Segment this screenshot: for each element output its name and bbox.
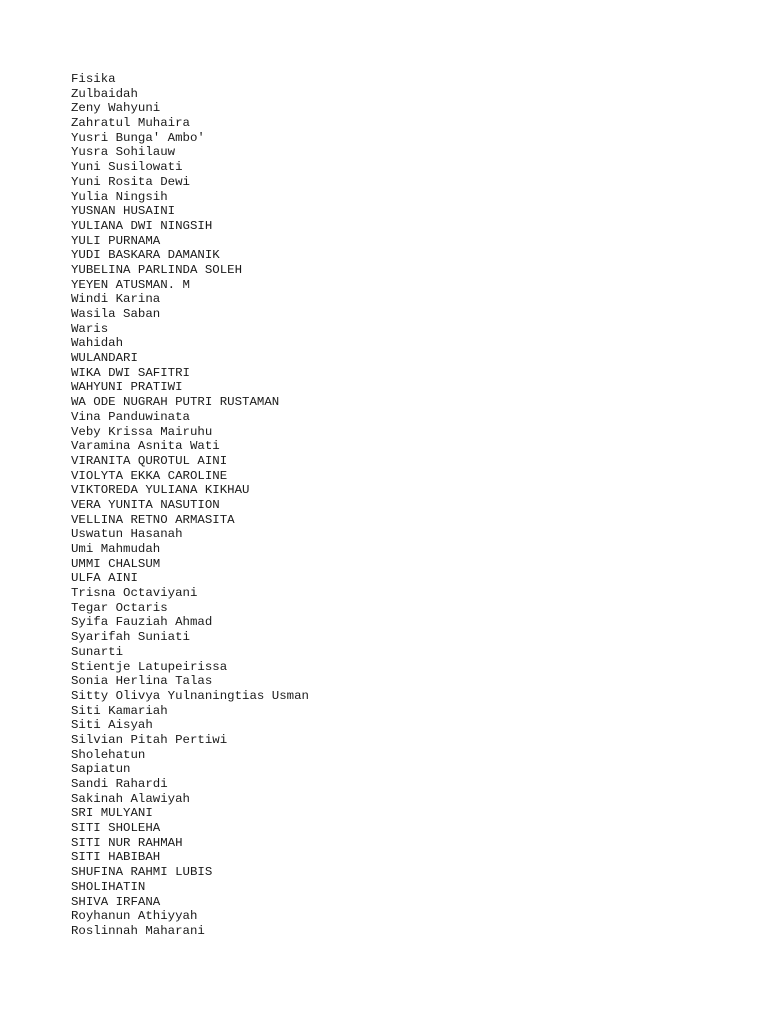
list-item: YEYEN ATUSMAN. M	[71, 277, 190, 292]
list-item: SHIVA IRFANA	[71, 894, 161, 909]
list-item: Yusri Bunga' Ambo'	[71, 130, 205, 145]
list-item: WULANDARI	[71, 351, 138, 366]
list-item: Sholehatun	[71, 747, 146, 762]
list-item: Sunarti	[71, 644, 124, 659]
list-item: SHOLIHATIN	[71, 879, 146, 894]
list-heading: Fisika	[71, 72, 116, 86]
list-item: Tegar Octaris	[71, 600, 168, 615]
list-item: YUBELINA PARLINDA SOLEH	[71, 262, 243, 277]
list-item: Wahidah	[71, 336, 124, 351]
list-item: Waris	[71, 321, 109, 336]
list-item: YUSNAN HUSAINI	[71, 204, 176, 219]
list-item: Yusra Sohilauw	[71, 145, 176, 160]
list-item: SRI MULYANI	[71, 806, 153, 821]
list-item: ULFA AINI	[71, 571, 138, 586]
list-item: SHUFINA RAHMI LUBIS	[71, 865, 213, 880]
list-item: VIRANITA QUROTUL AINI	[71, 453, 228, 468]
list-item: Wasila Saban	[71, 307, 161, 321]
list-item: Zahratul Muhaira	[71, 116, 190, 131]
list-item: Silvian Pitah Pertiwi	[71, 732, 228, 747]
list-item: SITI SHOLEHA	[71, 821, 161, 836]
document-page	[71, 72, 751, 939]
list-item: Stientje Latupeirissa	[71, 659, 228, 674]
list-item: YUDI BASKARA DAMANIK	[71, 248, 220, 263]
list-item: Siti Kamariah	[71, 703, 168, 718]
list-item: Royhanun Athiyyah	[71, 909, 198, 924]
list-item: Syarifah Suniati	[71, 630, 190, 645]
name-list	[71, 72, 751, 939]
list-item: WA ODE NUGRAH PUTRI RUSTAMAN	[71, 395, 280, 410]
list-item: VELLINA RETNO ARMASITA	[71, 512, 235, 527]
list-item: Zeny Wahyuni	[71, 101, 161, 116]
list-item: Varamina Asnita Wati	[71, 439, 220, 454]
list-item: Veby Krissa Mairuhu	[71, 424, 213, 439]
list-item: YULI PURNAMA	[71, 233, 161, 248]
list-item: Windi Karina	[71, 292, 161, 307]
list-item: Roslinnah Maharani	[71, 923, 205, 938]
list-item: Siti Aisyah	[71, 718, 153, 733]
list-item: SITI HABIBAH	[71, 850, 161, 865]
list-item: Sonia Herlina Talas	[71, 674, 213, 689]
list-item: Sakinah Alawiyah	[71, 791, 190, 806]
list-item: WIKA DWI SAFITRI	[71, 365, 190, 380]
list-item: Sapiatun	[71, 762, 131, 777]
list-item: VIKTOREDA YULIANA KIKHAU	[71, 483, 250, 498]
list-item: WAHYUNI PRATIWI	[71, 380, 183, 395]
list-item: Yuni Rosita Dewi	[71, 174, 190, 189]
list-item: VERA YUNITA NASUTION	[71, 497, 220, 512]
list-item: Sitty Olivya Yulnaningtias Usman	[71, 688, 309, 703]
list-item: Uswatun Hasanah	[71, 527, 183, 542]
list-item: Trisna Octaviyani	[71, 586, 198, 601]
list-item: YULIANA DWI NINGSIH	[71, 218, 213, 233]
list-item: Yuni Susilowati	[71, 160, 183, 175]
list-item: Vina Panduwinata	[71, 409, 190, 424]
list-item: SITI NUR RAHMAH	[71, 835, 183, 850]
list-item: Yulia Ningsih	[71, 189, 168, 204]
list-item: Zulbaidah	[71, 86, 138, 101]
list-item: Umi Mahmudah	[71, 542, 161, 556]
list-item: UMMI CHALSUM	[71, 556, 161, 571]
list-item: Sandi Rahardi	[71, 777, 168, 791]
list-item: Syifa Fauziah Ahmad	[71, 615, 213, 630]
list-item: VIOLYTA EKKA CAROLINE	[71, 468, 228, 483]
